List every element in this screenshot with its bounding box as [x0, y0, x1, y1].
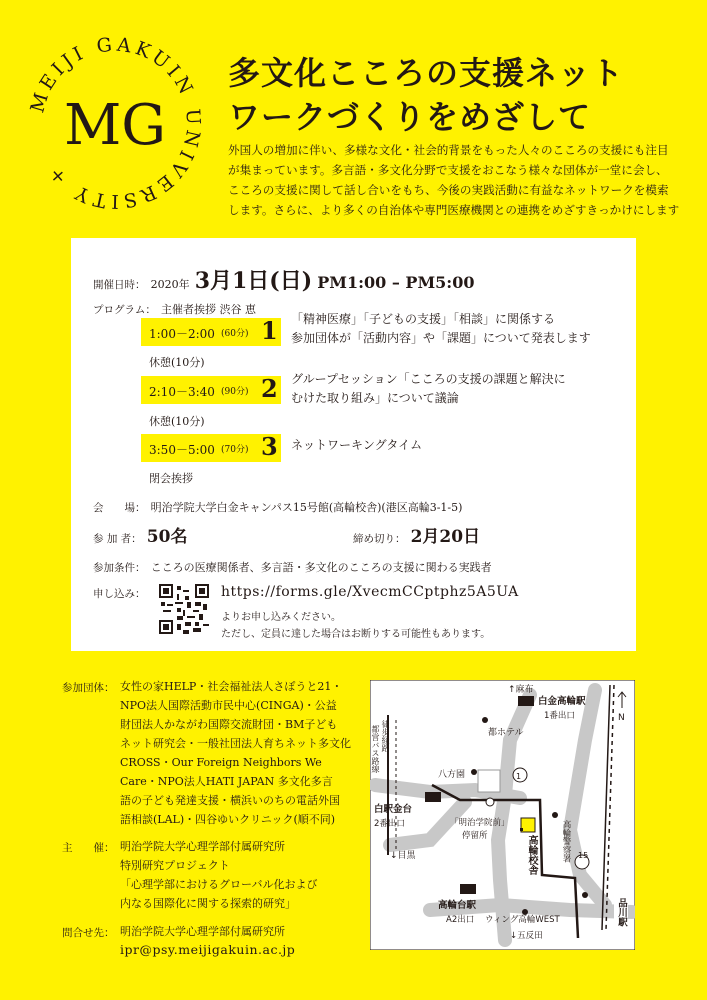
contact-org: 明治学院大学心理学部付属研究所: [120, 925, 285, 938]
date-label: 開催日時：: [93, 279, 146, 291]
apply-note-2: ただし、定員に達した場合はお断りする可能性もあります。: [221, 629, 491, 640]
session-2-duration: (90分): [221, 387, 249, 397]
apply-label: 申し込み：: [93, 588, 146, 600]
session-1-desc-line1: 「精神医療」「子どもの支援」「相談」に関係する: [291, 312, 556, 326]
organizer-line: 特別研究プロジェクト: [120, 859, 230, 872]
break-1: 休憩(10分): [149, 356, 205, 369]
session-3-desc: ネットワーキングタイム: [291, 438, 423, 452]
map-label-toei: 都営バス路線: [371, 725, 380, 773]
org-line: 財団法人かながわ国際交流財団・BM子ども: [120, 718, 338, 731]
intro-line: 外国人の増加に伴い、多様な文化・社会的背景をもった人々のこころの支援にも注目: [228, 143, 669, 157]
deadline-label: 締め切り：: [353, 533, 406, 545]
map-label-takanawadai: 高輪台駅: [438, 900, 477, 911]
session-2-highlight: [141, 376, 281, 404]
title-line1: 多文化こころの支援ネット: [228, 54, 625, 92]
deadline-row: [353, 522, 480, 547]
org-line: 女性の家HELP・社会福祉法人さぽうと21・: [120, 680, 343, 693]
session-2-time: 2:10－3:40: [149, 385, 215, 399]
session-2-desc: [291, 370, 566, 408]
title-line2: ワークづくりをめざして: [228, 98, 592, 136]
conditions-label: 参加条件：: [93, 562, 146, 574]
map-label-walk-route: 徒歩経路: [381, 720, 390, 752]
org-line: 語相談(LAL)・四谷ゆいクリニック(順不同): [120, 813, 336, 826]
map-label-azabu: ↑麻布: [508, 685, 534, 695]
intro-line: こころの支援に関して話し合いをもち、今後の実践活動に有益なネットワークを模索: [228, 183, 669, 197]
session-2-number: 2: [261, 374, 278, 403]
session-3-number: 3: [261, 432, 278, 461]
logo-ring-text: MEIJI GAKUIN UNIVERSITY +: [26, 33, 205, 213]
map-route-1: 1: [516, 772, 522, 781]
event-details-panel: [71, 238, 636, 651]
session-1-duration: (60分): [221, 329, 249, 339]
session-2-desc-line1: グループセッション「こころの支援の課題と解決に: [291, 372, 566, 386]
map-label-campus: 高輪校舎: [526, 835, 537, 875]
deadline-value: 2月20日: [410, 527, 481, 547]
closing-remarks: 閉会挨拶: [149, 472, 193, 485]
contact-label: 問合せ先：: [62, 927, 115, 939]
map-route-15: 15: [578, 851, 589, 860]
session-3-duration: (70分): [221, 445, 249, 455]
apply-note-1: よりお申し込みください。: [221, 612, 341, 623]
map-label-police: 高輪警察署: [561, 820, 571, 863]
session-1-time: 1:00－2:00: [149, 327, 215, 341]
participants-value: 50名: [146, 527, 188, 547]
conditions-row: [93, 556, 492, 575]
map-label-shirokane-takanawa: 白金高輪駅: [538, 696, 586, 707]
session-1-number: 1: [261, 316, 278, 345]
date-main: 3月1日(日): [194, 268, 313, 294]
organizer-label: 主 催：: [62, 842, 115, 854]
map-label-n: N: [618, 713, 625, 723]
org-line: ネット研究会・一般社団法人育ちネット多文化: [120, 737, 351, 750]
intro-line: します。さらに、より多くの自治体や専門医療機関との連携をめざすきっかけにします: [228, 203, 680, 217]
organizer-list: [120, 837, 317, 913]
session-2-desc-line2: むけた取り組み」について議論: [291, 391, 459, 405]
session-1-desc: [291, 310, 591, 348]
map-label-exit1: 1番出口: [544, 711, 575, 721]
event-time: PM1:00 – PM5:00: [317, 273, 475, 292]
contact-email-link[interactable]: ipr@psy.meijigakuin.ac.jp: [120, 942, 296, 957]
map-label-exit-a2: A2出口: [446, 915, 475, 925]
org-line: NPO法人国際活動市民中心(CINGA)・公益: [120, 699, 337, 712]
session-3-time: 3:50－5:00: [149, 443, 215, 457]
intro-line: が集まっています。多言語・多文化分野で支援をおこなう様々な団体が一堂に会し、: [228, 163, 668, 177]
session-1-highlight: [141, 318, 281, 346]
intro-text: [228, 140, 688, 220]
program-row: [93, 298, 256, 317]
org-line: Care・NPO法人HATI JAPAN 多文化多言: [120, 775, 333, 788]
org-line: CROSS・Our Foreign Neighbors We: [120, 756, 322, 769]
orgs-label: 参加団体：: [62, 682, 115, 694]
map-label-happoen: 八方園: [438, 770, 466, 780]
access-map: [370, 680, 635, 950]
venue-label: 会 場：: [93, 502, 146, 514]
org-line: 語の子ども発達支援・横浜いのちの電話外国: [120, 794, 340, 807]
map-label-bus-stop-1: 「明治学院前」: [450, 818, 510, 828]
qr-code-icon[interactable]: [159, 584, 209, 634]
organizer-line: 「心理学部におけるグローバル化および: [120, 878, 318, 891]
conditions-value: こころの医療関係者、多言語・多文化のこころの支援に関わる実践者: [150, 561, 492, 574]
map-label-gotanda: ↓五反田: [510, 931, 543, 941]
opening-remarks: 主催者挨拶 渋谷 恵: [161, 303, 256, 316]
map-label-shinagawa: 品川駅: [616, 898, 627, 927]
organizer-line: 内なる国際化に関する探索的研究」: [120, 897, 296, 910]
participants-label: 参 加 者：: [93, 533, 142, 545]
venue-row: [93, 496, 462, 515]
apply-url-link[interactable]: https://forms.gle/XvecmCCptphz5A5UA: [221, 584, 519, 600]
map-label-shirokanedai: 白駅金台: [374, 804, 413, 815]
map-label-exit2: 2番出口: [374, 819, 405, 829]
map-label-hotel: 都ホテル: [488, 728, 524, 738]
break-2: 休憩(10分): [149, 415, 205, 428]
program-label: プログラム：: [93, 304, 156, 316]
map-label-wing: ウィング高輪WEST: [485, 915, 560, 925]
date-row: [93, 264, 474, 295]
orgs-list: [120, 677, 351, 829]
map-label-bus-stop-2: 停留所: [462, 831, 488, 841]
session-1-desc-line2: 参加団体が「活動内容」や「課題」について発表します: [291, 331, 591, 345]
session-3-highlight: [141, 434, 281, 462]
map-label-meguro: ↓目黒: [390, 851, 416, 861]
venue-value: 明治学院大学白金キャンパス15号館(高輪校舎)(港区高輪3-1-5): [150, 501, 463, 514]
participants-row: [93, 522, 187, 547]
date-year: 2020年: [150, 278, 190, 291]
organizer-line: 明治学院大学心理学部付属研究所: [120, 840, 285, 853]
logo-monogram: MG: [63, 93, 167, 158]
university-logo: [20, 28, 210, 218]
